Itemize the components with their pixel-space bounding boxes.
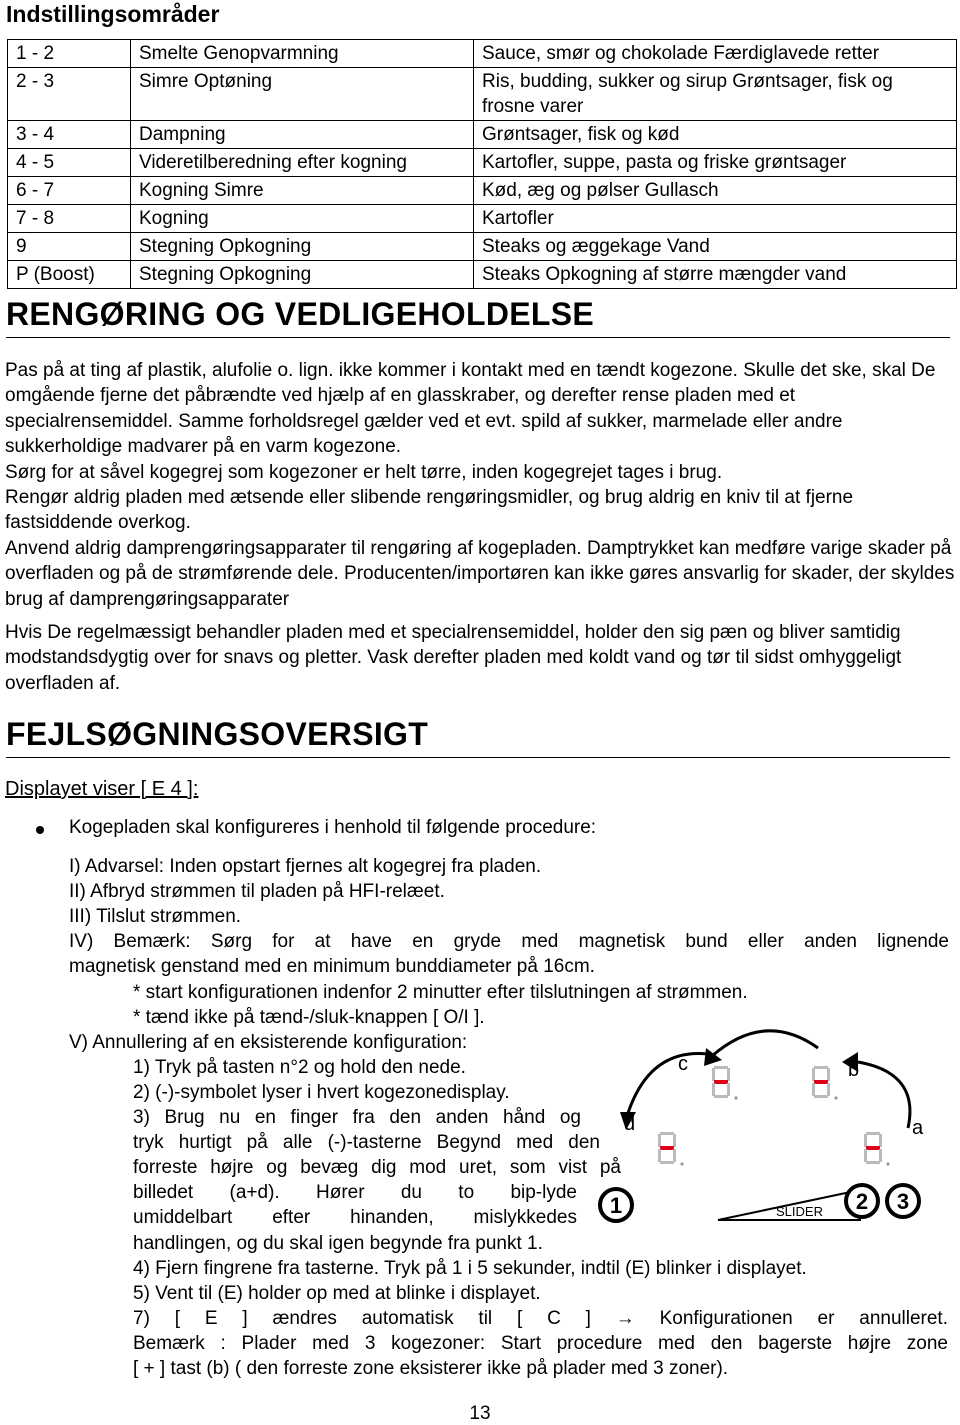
- cleaning-paragraph-1: Pas på at ting af plastik, alufolie o. lign. ikke kommer i kontakt med en tændt kogezone. Skulle det ske, skal De omgående fjerne det påbrændte ved hjælp af en glasskraber, og derefter rense pladen med et specialrensemiddel. Samme forholdsregel gælder ved et evt. spild af sukker, marmelade eller andre sukkerholdige madvarer på en varm kogezone.: [5, 360, 936, 458]
- substep-3-line: tryk hurtigt på alle (-)-tasterne Begynd med den: [133, 1132, 600, 1153]
- function-cell: Stegning Opkogning: [131, 233, 474, 261]
- function-cell: Simre Optøning: [131, 68, 474, 121]
- button-2-label: 2: [855, 1189, 869, 1214]
- settings-row: [8, 205, 957, 233]
- substep-3-line: 3) Brug nu en finger fra den anden hånd og: [133, 1107, 581, 1128]
- slider: [718, 1190, 860, 1220]
- settings-row: [8, 177, 957, 205]
- substep-5: 5) Vent til (E) holder op med at blinke i displayet.: [133, 1283, 541, 1304]
- substep-3-line: forreste højre og bevæg dig mod uret, som vist på: [133, 1157, 621, 1178]
- usage-cell: Grøntsager, fisk og kød: [474, 121, 957, 149]
- substep-3-last: handlingen, og du skal igen begynde fra punkt 1.: [133, 1233, 543, 1254]
- note-three-zones-line-2: [ + ] tast (b) ( den forreste zone eksisterer ikke på plader med 3 zoner).: [133, 1358, 729, 1379]
- settings-row: [8, 149, 957, 177]
- note-three-zones-line-1: Bemærk : Plader med 3 kogezoner: Start procedure med den bagerste højre zone: [133, 1333, 948, 1354]
- substep-1: 1) Tryk på tasten n°2 og hold den nede.: [133, 1057, 466, 1078]
- zone-label-b: b: [848, 1059, 860, 1081]
- arrow-top-icon: [712, 1031, 818, 1056]
- button-3: [887, 1185, 919, 1217]
- page-number: 13: [469, 1403, 491, 1424]
- step-iv-line-2: magnetisk genstand med en minimum bunddiameter på 16cm.: [69, 956, 595, 977]
- arrow-right-icon: [858, 1062, 910, 1128]
- usage-cell: Kartofler: [474, 205, 957, 233]
- function-cell: Kogning Simre: [131, 177, 474, 205]
- step-iv-line-1: IV) Bemærk: Sørg for at have en gryde med magnetisk bund eller anden lignende: [69, 931, 949, 952]
- usage-cell: Sauce, smør og chokolade Færdiglavede retter: [474, 40, 957, 68]
- function-cell: Dampning: [131, 121, 474, 149]
- settings-row: [8, 40, 957, 68]
- level-cell: 6 - 7: [8, 177, 131, 205]
- step-v: V) Annullering af en eksisterende konfiguration:: [69, 1032, 468, 1053]
- zone-display-b: [812, 1066, 838, 1100]
- settings-row: [8, 68, 957, 121]
- slider-label: SLIDER: [776, 1204, 823, 1219]
- settings-row: [8, 261, 957, 289]
- arrow-left-icon: [628, 1053, 708, 1113]
- step-iii: III) Tilslut strømmen.: [69, 906, 242, 927]
- settings-row: [8, 121, 957, 149]
- cleaning-paragraph-2: Sørg for at såvel kogegrej som kogezoner er helt tørre, inden kogegrejet tages i brug.: [5, 461, 723, 483]
- section-title: Indstillingsområder: [6, 1, 220, 27]
- troubleshooting-heading: FEJLSØGNINGSOVERSIGT: [6, 716, 429, 752]
- button-1: [600, 1189, 632, 1221]
- usage-cell: Steaks og æggekage Vand: [474, 233, 957, 261]
- cleaning-paragraph-3: Rengør aldrig pladen med ætsende eller slibende rengøringsmidler, og brug aldrig en kniv til at fjerne fastsiddende overkog.: [5, 487, 854, 534]
- usage-cell: Ris, budding, sukker og sirup Grøntsager, fisk og frosne varer: [474, 68, 957, 121]
- procedure-intro: Kogepladen skal konfigureres i henhold til følgende procedure:: [69, 817, 597, 838]
- cleaning-text: [5, 358, 955, 696]
- button-1-label: 1: [609, 1193, 623, 1218]
- cleaning-paragraph-5: Hvis De regelmæssigt behandler pladen med et specialrensemiddel, holder den sig pæn og bliver samtidig modstandsdygtig over for snavs og pletter. Vask derefter pladen med koldt vand og tør til sidst omhyggeligt overfladen af.: [5, 622, 902, 694]
- zone-label-c: c: [678, 1053, 688, 1075]
- substep-3-line: billedet (a+d). Hører du to bip-lyde: [133, 1182, 577, 1203]
- note-start-config: * start konfigurationen indenfor 2 minutter efter tilslutningen af strømmen.: [133, 982, 748, 1003]
- level-cell: 2 - 3: [8, 68, 131, 121]
- cleaning-heading: RENGØRING OG VEDLIGEHOLDELSE: [6, 296, 595, 332]
- zone-display-c: [712, 1066, 738, 1100]
- function-cell: Kogning: [131, 205, 474, 233]
- function-cell: Stegning Opkogning: [131, 261, 474, 289]
- note-power-button: * tænd ikke på tænd-/sluk-knappen [ O/I ].: [133, 1007, 485, 1028]
- step-i: I) Advarsel: Inden opstart fjernes alt kogegrej fra pladen.: [69, 856, 542, 877]
- settings-table: [7, 39, 957, 289]
- cleaning-paragraph-4: Anvend aldrig damprengøringsapparater til rengøring af kogepladen. Damptrykket kan medføre varige skader på overfladen og på de strømførende dele. Producenten/importøren kan ikke gøres ansvarlig for skader, der skyldes brug af damprengøringsapparater: [5, 537, 955, 610]
- level-cell: 3 - 4: [8, 121, 131, 149]
- substep-2: 2) (-)-symbolet lyser i hvert kogezonedisplay.: [133, 1082, 510, 1103]
- substep-4: 4) Fjern fingrene fra tasterne. Tryk på 1 i 5 sekunder, indtil (E) blinker i displayet.: [133, 1258, 807, 1279]
- function-cell: Smelte Genopvarmning: [131, 40, 474, 68]
- zone-display-d: [658, 1132, 684, 1166]
- level-cell: 7 - 8: [8, 205, 131, 233]
- level-cell: 4 - 5: [8, 149, 131, 177]
- zone-label-d: d: [624, 1113, 636, 1135]
- substep-7: 7) [ E ] ændres automatisk til [ C ] → Konfigurationen er annulleret.: [133, 1308, 948, 1329]
- usage-cell: Kartofler, suppe, pasta og friske grøntsager: [474, 149, 957, 177]
- display-label: Displayet viser [ E 4 ]:: [5, 778, 199, 800]
- troubleshooting-heading-rule: [6, 757, 950, 758]
- step-ii: II) Afbryd strømmen til pladen på HFI-relæet.: [69, 881, 445, 902]
- substep-3-line: umiddelbart efter hinanden, mislykkedes: [133, 1207, 577, 1228]
- button-2: [846, 1185, 878, 1217]
- cleaning-heading-rule: [6, 337, 950, 338]
- settings-row: [8, 233, 957, 261]
- usage-cell: Kød, æg og pølser Gullasch: [474, 177, 957, 205]
- control-panel-diagram: [590, 1018, 950, 1238]
- zone-display-a: [864, 1132, 890, 1166]
- function-cell: Videretilberedning efter kogning: [131, 149, 474, 177]
- level-cell: 9: [8, 233, 131, 261]
- level-cell: P (Boost): [8, 261, 131, 289]
- zone-label-a: a: [912, 1117, 924, 1139]
- usage-cell: Steaks Opkogning af større mængder vand: [474, 261, 957, 289]
- bullet-icon: [36, 826, 44, 834]
- button-3-label: 3: [896, 1189, 910, 1214]
- level-cell: 1 - 2: [8, 40, 131, 68]
